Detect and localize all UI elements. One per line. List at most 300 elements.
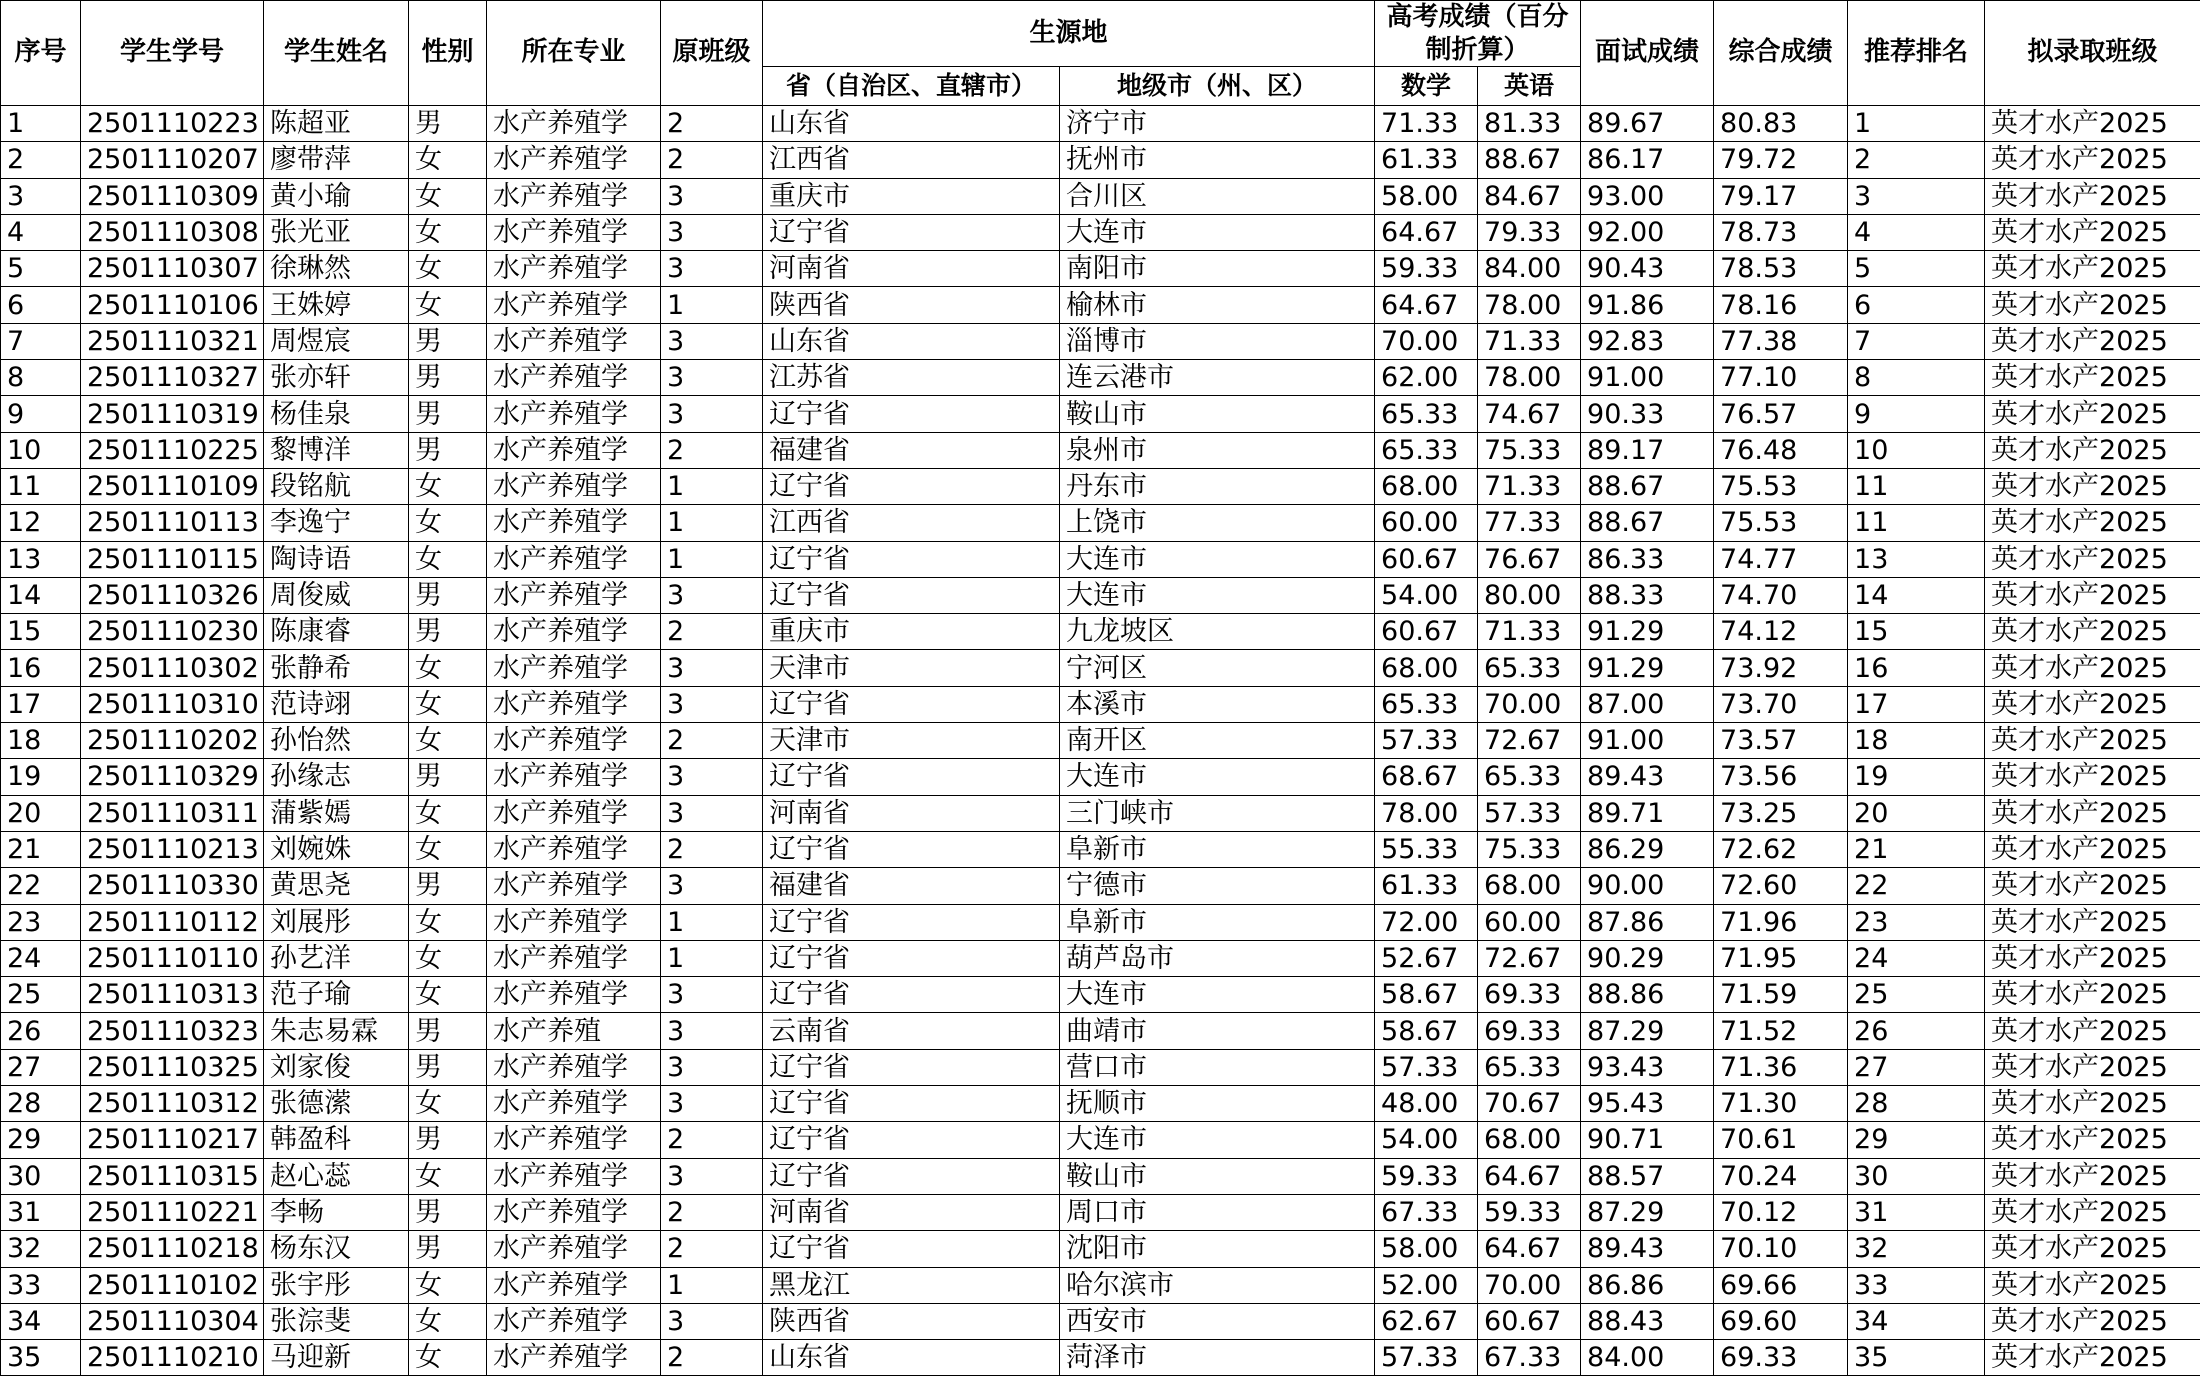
interview-cell: 90.71: [1581, 1122, 1714, 1158]
orig-class-cell: 1: [661, 287, 763, 323]
total-cell: 76.48: [1714, 432, 1848, 468]
province-cell: 江西省: [763, 142, 1060, 178]
math-cell: 55.33: [1375, 831, 1478, 867]
interview-cell: 89.67: [1581, 106, 1714, 142]
english-cell: 57.33: [1478, 795, 1581, 831]
table-row: [1, 723, 2200, 759]
major-cell: 水产养殖学: [487, 1086, 661, 1122]
major-cell: 水产养殖学: [487, 1194, 661, 1230]
interview-cell: 90.43: [1581, 251, 1714, 287]
gender-cell: 男: [409, 106, 487, 142]
seq-cell: 9: [1, 396, 81, 432]
total-cell: 72.60: [1714, 868, 1848, 904]
total-cell: 70.12: [1714, 1194, 1848, 1230]
header-origin: 生源地: [763, 1, 1375, 67]
city-cell: 葫芦岛市: [1060, 940, 1375, 976]
orig-class-cell: 3: [661, 868, 763, 904]
student-id-cell: 2501110218: [81, 1231, 264, 1267]
orig-class-cell: 2: [661, 614, 763, 650]
student-id-cell: 2501110110: [81, 940, 264, 976]
student-id-cell: 2501110304: [81, 1303, 264, 1339]
student-id-cell: 2501110221: [81, 1194, 264, 1230]
major-cell: 水产养殖学: [487, 650, 661, 686]
math-cell: 65.33: [1375, 686, 1478, 722]
province-cell: 重庆市: [763, 614, 1060, 650]
orig-class-cell: 2: [661, 831, 763, 867]
seq-cell: 7: [1, 323, 81, 359]
major-cell: 水产养殖学: [487, 214, 661, 250]
target-class-cell: 英才水产2025: [1985, 1158, 2200, 1194]
orig-class-cell: 1: [661, 904, 763, 940]
interview-cell: 93.43: [1581, 1049, 1714, 1085]
rank-cell: 20: [1848, 795, 1985, 831]
english-cell: 71.33: [1478, 468, 1581, 504]
province-cell: 云南省: [763, 1013, 1060, 1049]
gender-cell: 女: [409, 1158, 487, 1194]
table-row: [1, 831, 2200, 867]
english-cell: 84.00: [1478, 251, 1581, 287]
rank-cell: 29: [1848, 1122, 1985, 1158]
english-cell: 65.33: [1478, 650, 1581, 686]
orig-class-cell: 3: [661, 686, 763, 722]
province-cell: 河南省: [763, 251, 1060, 287]
total-cell: 77.38: [1714, 323, 1848, 359]
student-id-cell: 2501110315: [81, 1158, 264, 1194]
table-row: [1, 178, 2200, 214]
orig-class-cell: 2: [661, 1231, 763, 1267]
table-row: [1, 1122, 2200, 1158]
table-row: [1, 432, 2200, 468]
name-cell: 周煜宸: [264, 323, 409, 359]
orig-class-cell: 3: [661, 650, 763, 686]
student-id-cell: 2501110230: [81, 614, 264, 650]
student-id-cell: 2501110313: [81, 977, 264, 1013]
student-id-cell: 2501110217: [81, 1122, 264, 1158]
seq-cell: 34: [1, 1303, 81, 1339]
english-cell: 78.00: [1478, 287, 1581, 323]
province-cell: 辽宁省: [763, 468, 1060, 504]
gender-cell: 女: [409, 977, 487, 1013]
interview-cell: 84.00: [1581, 1340, 1714, 1376]
english-cell: 69.33: [1478, 1013, 1581, 1049]
english-cell: 65.33: [1478, 1049, 1581, 1085]
rank-cell: 16: [1848, 650, 1985, 686]
math-cell: 60.67: [1375, 614, 1478, 650]
orig-class-cell: 1: [661, 940, 763, 976]
interview-cell: 86.17: [1581, 142, 1714, 178]
english-cell: 65.33: [1478, 759, 1581, 795]
city-cell: 大连市: [1060, 214, 1375, 250]
city-cell: 淄博市: [1060, 323, 1375, 359]
math-cell: 68.00: [1375, 468, 1478, 504]
province-cell: 重庆市: [763, 178, 1060, 214]
english-cell: 79.33: [1478, 214, 1581, 250]
seq-cell: 11: [1, 468, 81, 504]
student-id-cell: 2501110310: [81, 686, 264, 722]
table-row: [1, 1013, 2200, 1049]
target-class-cell: 英才水产2025: [1985, 541, 2200, 577]
math-cell: 61.33: [1375, 142, 1478, 178]
city-cell: 本溪市: [1060, 686, 1375, 722]
math-cell: 57.33: [1375, 1049, 1478, 1085]
math-cell: 60.00: [1375, 505, 1478, 541]
province-cell: 辽宁省: [763, 577, 1060, 613]
city-cell: 南开区: [1060, 723, 1375, 759]
interview-cell: 89.17: [1581, 432, 1714, 468]
city-cell: 营口市: [1060, 1049, 1375, 1085]
target-class-cell: 英才水产2025: [1985, 106, 2200, 142]
target-class-cell: 英才水产2025: [1985, 360, 2200, 396]
interview-cell: 87.86: [1581, 904, 1714, 940]
header-student-id: 学生学号: [81, 1, 264, 106]
province-cell: 山东省: [763, 106, 1060, 142]
student-id-cell: 2501110202: [81, 723, 264, 759]
student-id-cell: 2501110102: [81, 1267, 264, 1303]
gender-cell: 男: [409, 396, 487, 432]
interview-cell: 91.29: [1581, 614, 1714, 650]
rank-cell: 32: [1848, 1231, 1985, 1267]
student-id-cell: 2501110308: [81, 214, 264, 250]
city-cell: 抚顺市: [1060, 1086, 1375, 1122]
major-cell: 水产养殖学: [487, 614, 661, 650]
major-cell: 水产养殖学: [487, 1267, 661, 1303]
total-cell: 71.96: [1714, 904, 1848, 940]
seq-cell: 25: [1, 977, 81, 1013]
city-cell: 大连市: [1060, 541, 1375, 577]
name-cell: 蒲紫嫣: [264, 795, 409, 831]
total-cell: 69.66: [1714, 1267, 1848, 1303]
major-cell: 水产养殖学: [487, 1158, 661, 1194]
seq-cell: 19: [1, 759, 81, 795]
province-cell: 辽宁省: [763, 686, 1060, 722]
province-cell: 天津市: [763, 650, 1060, 686]
interview-cell: 88.67: [1581, 468, 1714, 504]
seq-cell: 21: [1, 831, 81, 867]
math-cell: 58.00: [1375, 178, 1478, 214]
rank-cell: 28: [1848, 1086, 1985, 1122]
province-cell: 辽宁省: [763, 1158, 1060, 1194]
seq-cell: 10: [1, 432, 81, 468]
english-cell: 64.67: [1478, 1231, 1581, 1267]
math-cell: 68.67: [1375, 759, 1478, 795]
orig-class-cell: 2: [661, 723, 763, 759]
gender-cell: 女: [409, 1086, 487, 1122]
target-class-cell: 英才水产2025: [1985, 723, 2200, 759]
name-cell: 陶诗语: [264, 541, 409, 577]
name-cell: 朱志易霖: [264, 1013, 409, 1049]
rank-cell: 18: [1848, 723, 1985, 759]
rank-cell: 34: [1848, 1303, 1985, 1339]
name-cell: 韩盈科: [264, 1122, 409, 1158]
interview-cell: 93.00: [1581, 178, 1714, 214]
name-cell: 黄小瑜: [264, 178, 409, 214]
seq-cell: 29: [1, 1122, 81, 1158]
orig-class-cell: 2: [661, 1122, 763, 1158]
seq-cell: 31: [1, 1194, 81, 1230]
rank-cell: 11: [1848, 505, 1985, 541]
student-id-cell: 2501110106: [81, 287, 264, 323]
target-class-cell: 英才水产2025: [1985, 1231, 2200, 1267]
rank-cell: 25: [1848, 977, 1985, 1013]
math-cell: 52.67: [1375, 940, 1478, 976]
major-cell: 水产养殖学: [487, 940, 661, 976]
table-row: [1, 759, 2200, 795]
interview-cell: 92.00: [1581, 214, 1714, 250]
interview-cell: 91.00: [1581, 360, 1714, 396]
gender-cell: 女: [409, 723, 487, 759]
table-body: [1, 106, 2200, 1376]
name-cell: 孙缘志: [264, 759, 409, 795]
orig-class-cell: 3: [661, 795, 763, 831]
total-cell: 73.56: [1714, 759, 1848, 795]
major-cell: 水产养殖学: [487, 795, 661, 831]
city-cell: 连云港市: [1060, 360, 1375, 396]
header-target-class: 拟录取班级: [1985, 1, 2200, 106]
english-cell: 88.67: [1478, 142, 1581, 178]
orig-class-cell: 1: [661, 468, 763, 504]
rank-cell: 26: [1848, 1013, 1985, 1049]
table-row: [1, 1086, 2200, 1122]
name-cell: 张宇彤: [264, 1267, 409, 1303]
major-cell: 水产养殖学: [487, 868, 661, 904]
table-row: [1, 614, 2200, 650]
name-cell: 马迎新: [264, 1340, 409, 1376]
total-cell: 75.53: [1714, 505, 1848, 541]
student-id-cell: 2501110223: [81, 106, 264, 142]
city-cell: 西安市: [1060, 1303, 1375, 1339]
major-cell: 水产养殖学: [487, 831, 661, 867]
math-cell: 72.00: [1375, 904, 1478, 940]
major-cell: 水产养殖学: [487, 577, 661, 613]
seq-cell: 4: [1, 214, 81, 250]
major-cell: 水产养殖学: [487, 541, 661, 577]
major-cell: 水产养殖学: [487, 1049, 661, 1085]
target-class-cell: 英才水产2025: [1985, 468, 2200, 504]
rank-cell: 23: [1848, 904, 1985, 940]
rank-cell: 7: [1848, 323, 1985, 359]
seq-cell: 30: [1, 1158, 81, 1194]
major-cell: 水产养殖学: [487, 759, 661, 795]
city-cell: 榆林市: [1060, 287, 1375, 323]
english-cell: 76.67: [1478, 541, 1581, 577]
major-cell: 水产养殖学: [487, 432, 661, 468]
gender-cell: 男: [409, 1013, 487, 1049]
total-cell: 74.12: [1714, 614, 1848, 650]
seq-cell: 23: [1, 904, 81, 940]
name-cell: 孙怡然: [264, 723, 409, 759]
rank-cell: 14: [1848, 577, 1985, 613]
english-cell: 70.00: [1478, 1267, 1581, 1303]
total-cell: 70.10: [1714, 1231, 1848, 1267]
header-origin-province: 省（自治区、直辖市）: [763, 67, 1060, 106]
target-class-cell: 英才水产2025: [1985, 396, 2200, 432]
name-cell: 周俊威: [264, 577, 409, 613]
orig-class-cell: 3: [661, 251, 763, 287]
gender-cell: 男: [409, 1122, 487, 1158]
seq-cell: 13: [1, 541, 81, 577]
seq-cell: 27: [1, 1049, 81, 1085]
target-class-cell: 英才水产2025: [1985, 940, 2200, 976]
city-cell: 宁德市: [1060, 868, 1375, 904]
gender-cell: 女: [409, 940, 487, 976]
english-cell: 68.00: [1478, 868, 1581, 904]
target-class-cell: 英才水产2025: [1985, 831, 2200, 867]
table-row: [1, 468, 2200, 504]
gender-cell: 女: [409, 1340, 487, 1376]
gender-cell: 女: [409, 831, 487, 867]
rank-cell: 11: [1848, 468, 1985, 504]
name-cell: 徐琳然: [264, 251, 409, 287]
name-cell: 张亦轩: [264, 360, 409, 396]
target-class-cell: 英才水产2025: [1985, 214, 2200, 250]
orig-class-cell: 3: [661, 577, 763, 613]
math-cell: 62.67: [1375, 1303, 1478, 1339]
gender-cell: 女: [409, 214, 487, 250]
major-cell: 水产养殖学: [487, 396, 661, 432]
student-id-cell: 2501110309: [81, 178, 264, 214]
interview-cell: 91.00: [1581, 723, 1714, 759]
province-cell: 福建省: [763, 868, 1060, 904]
province-cell: 山东省: [763, 1340, 1060, 1376]
rank-cell: 30: [1848, 1158, 1985, 1194]
table-row: [1, 1340, 2200, 1376]
total-cell: 71.95: [1714, 940, 1848, 976]
total-cell: 79.72: [1714, 142, 1848, 178]
rank-cell: 13: [1848, 541, 1985, 577]
orig-class-cell: 3: [661, 977, 763, 1013]
interview-cell: 89.71: [1581, 795, 1714, 831]
target-class-cell: 英才水产2025: [1985, 142, 2200, 178]
gender-cell: 男: [409, 1231, 487, 1267]
student-id-cell: 2501110312: [81, 1086, 264, 1122]
interview-cell: 92.83: [1581, 323, 1714, 359]
interview-cell: 86.33: [1581, 541, 1714, 577]
rank-cell: 24: [1848, 940, 1985, 976]
major-cell: 水产养殖学: [487, 323, 661, 359]
province-cell: 辽宁省: [763, 759, 1060, 795]
header-math: 数学: [1375, 67, 1478, 106]
student-id-cell: 2501110225: [81, 432, 264, 468]
total-cell: 69.60: [1714, 1303, 1848, 1339]
name-cell: 张光亚: [264, 214, 409, 250]
gender-cell: 男: [409, 759, 487, 795]
seq-cell: 33: [1, 1267, 81, 1303]
math-cell: 54.00: [1375, 1122, 1478, 1158]
orig-class-cell: 3: [661, 1049, 763, 1085]
english-cell: 60.00: [1478, 904, 1581, 940]
math-cell: 65.33: [1375, 432, 1478, 468]
interview-cell: 86.29: [1581, 831, 1714, 867]
student-id-cell: 2501110326: [81, 577, 264, 613]
english-cell: 75.33: [1478, 831, 1581, 867]
name-cell: 孙艺洋: [264, 940, 409, 976]
total-cell: 73.92: [1714, 650, 1848, 686]
interview-cell: 90.33: [1581, 396, 1714, 432]
rank-cell: 17: [1848, 686, 1985, 722]
table-row: [1, 868, 2200, 904]
target-class-cell: 英才水产2025: [1985, 904, 2200, 940]
rank-cell: 9: [1848, 396, 1985, 432]
english-cell: 81.33: [1478, 106, 1581, 142]
city-cell: 鞍山市: [1060, 1158, 1375, 1194]
seq-cell: 35: [1, 1340, 81, 1376]
table-row: [1, 1231, 2200, 1267]
rank-cell: 8: [1848, 360, 1985, 396]
province-cell: 辽宁省: [763, 396, 1060, 432]
orig-class-cell: 1: [661, 1267, 763, 1303]
gender-cell: 女: [409, 468, 487, 504]
gender-cell: 男: [409, 614, 487, 650]
english-cell: 67.33: [1478, 1340, 1581, 1376]
table-row: [1, 940, 2200, 976]
orig-class-cell: 3: [661, 1303, 763, 1339]
target-class-cell: 英才水产2025: [1985, 1303, 2200, 1339]
table-row: [1, 1049, 2200, 1085]
target-class-cell: 英才水产2025: [1985, 650, 2200, 686]
math-cell: 64.67: [1375, 214, 1478, 250]
english-cell: 75.33: [1478, 432, 1581, 468]
rank-cell: 22: [1848, 868, 1985, 904]
gender-cell: 男: [409, 1049, 487, 1085]
province-cell: 江苏省: [763, 360, 1060, 396]
city-cell: 丹东市: [1060, 468, 1375, 504]
header-gaokao: 高考成绩（百分制折算）: [1375, 1, 1581, 67]
header-origin-city: 地级市（州、区）: [1060, 67, 1375, 106]
name-cell: 范诗翊: [264, 686, 409, 722]
target-class-cell: 英才水产2025: [1985, 577, 2200, 613]
table-row: [1, 106, 2200, 142]
name-cell: 刘展彤: [264, 904, 409, 940]
table-row: [1, 142, 2200, 178]
math-cell: 52.00: [1375, 1267, 1478, 1303]
name-cell: 刘婉姝: [264, 831, 409, 867]
major-cell: 水产养殖学: [487, 723, 661, 759]
target-class-cell: 英才水产2025: [1985, 1194, 2200, 1230]
gender-cell: 女: [409, 795, 487, 831]
english-cell: 71.33: [1478, 323, 1581, 359]
rank-cell: 31: [1848, 1194, 1985, 1230]
target-class-cell: 英才水产2025: [1985, 868, 2200, 904]
province-cell: 天津市: [763, 723, 1060, 759]
name-cell: 张静希: [264, 650, 409, 686]
gender-cell: 女: [409, 1267, 487, 1303]
city-cell: 上饶市: [1060, 505, 1375, 541]
target-class-cell: 英才水产2025: [1985, 1086, 2200, 1122]
name-cell: 陈康睿: [264, 614, 409, 650]
gender-cell: 男: [409, 577, 487, 613]
interview-cell: 88.33: [1581, 577, 1714, 613]
target-class-cell: 英才水产2025: [1985, 251, 2200, 287]
name-cell: 张德潆: [264, 1086, 409, 1122]
table-row: [1, 977, 2200, 1013]
seq-cell: 26: [1, 1013, 81, 1049]
seq-cell: 5: [1, 251, 81, 287]
interview-cell: 89.43: [1581, 759, 1714, 795]
major-cell: 水产养殖学: [487, 686, 661, 722]
total-cell: 73.70: [1714, 686, 1848, 722]
orig-class-cell: 3: [661, 1086, 763, 1122]
city-cell: 曲靖市: [1060, 1013, 1375, 1049]
target-class-cell: 英才水产2025: [1985, 759, 2200, 795]
target-class-cell: 英才水产2025: [1985, 432, 2200, 468]
student-id-cell: 2501110325: [81, 1049, 264, 1085]
seq-cell: 15: [1, 614, 81, 650]
orig-class-cell: 2: [661, 1194, 763, 1230]
math-cell: 64.67: [1375, 287, 1478, 323]
target-class-cell: 英才水产2025: [1985, 178, 2200, 214]
gender-cell: 女: [409, 287, 487, 323]
target-class-cell: 英才水产2025: [1985, 1122, 2200, 1158]
